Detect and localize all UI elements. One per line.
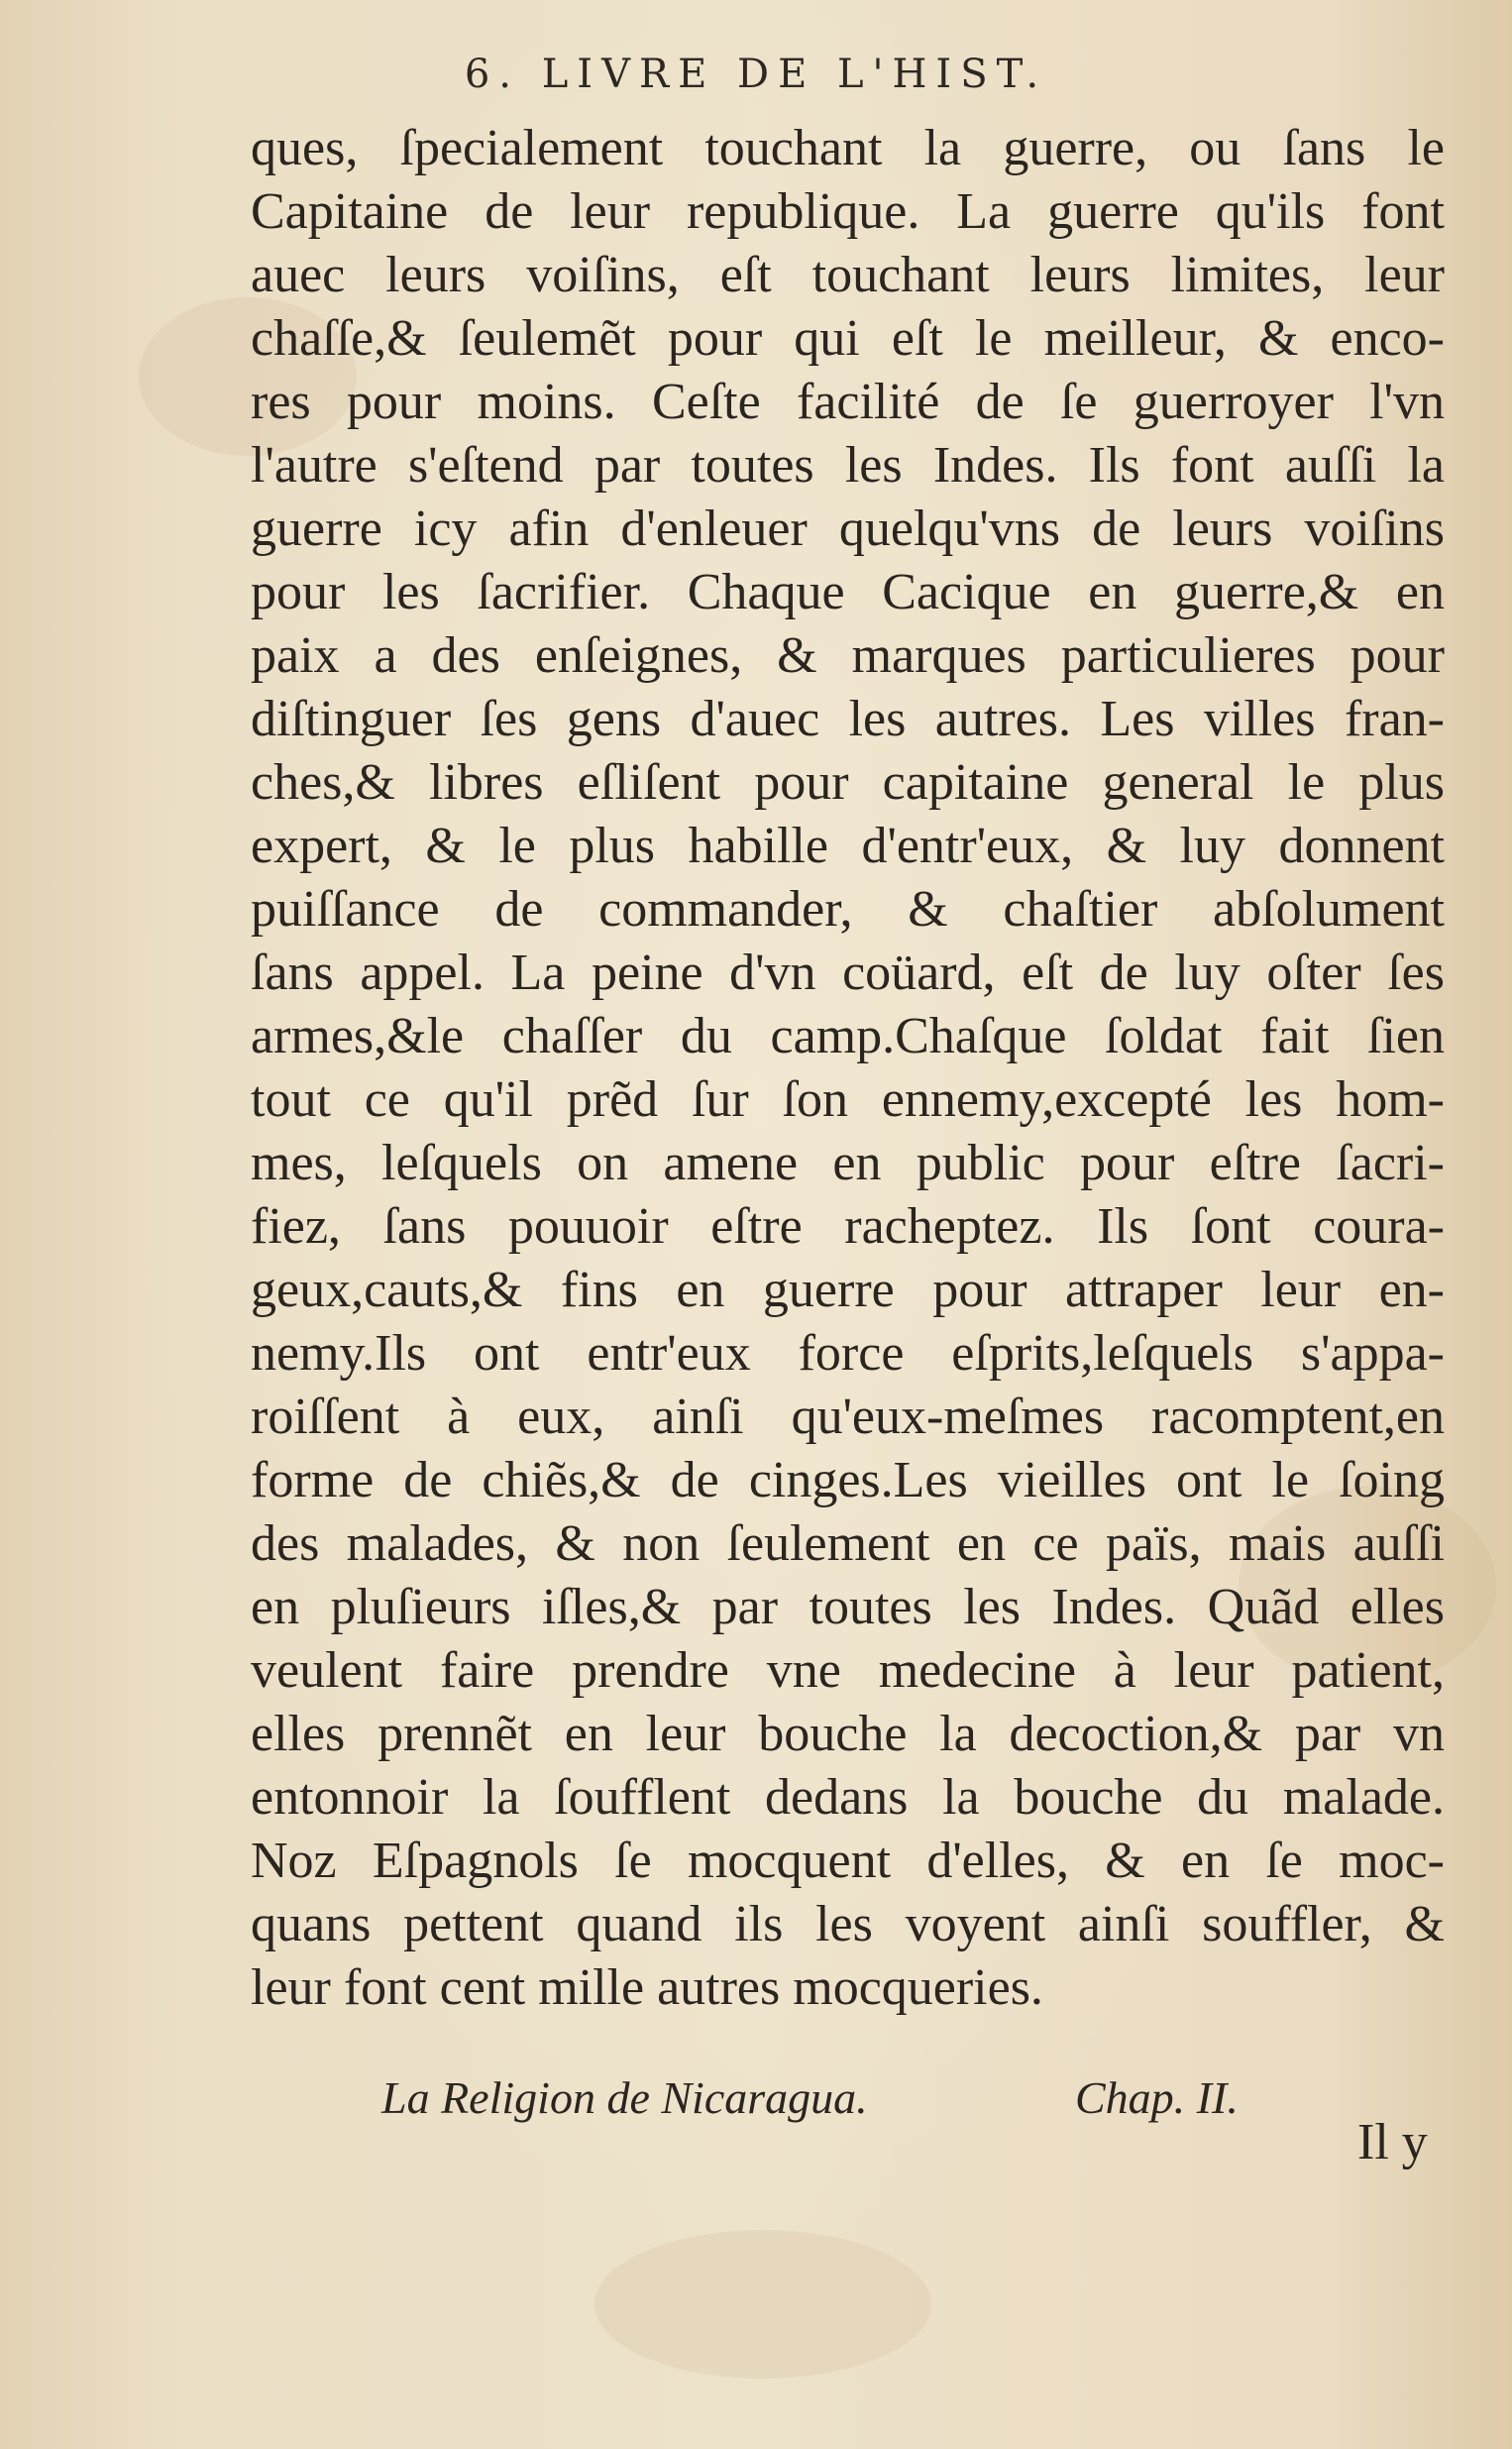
text-line: puiſſance de commander, & chaſtier abſolument <box>251 881 1445 938</box>
text-line: guerre icy afin d'enleuer quelqu'vns de leurs voiſins <box>251 501 1445 557</box>
paper-stain <box>594 2230 931 2379</box>
text-line: diſtinguer ſes gens d'auec les autres. Les villes fran- <box>251 691 1445 747</box>
text-line: elles prennẽt en leur bouche la decoction,& par vn <box>251 1706 1445 1762</box>
text-line: quans pettent quand ils les voyent ainſi souffler, & <box>251 1896 1445 1952</box>
text-line: armes,&le chaſſer du camp.Chaſque ſoldat fait ſien <box>251 1008 1445 1064</box>
text-line: pour les ſacrifier. Chaque Cacique en guerre,& en <box>251 564 1445 620</box>
catchword: Il y <box>1357 2114 1428 2171</box>
text-line: l'autre s'eſtend par toutes les Indes. Ils font auſſi la <box>251 437 1445 494</box>
text-line: nemy.Ils ont entr'eux force eſprits,leſquels s'appa- <box>251 1325 1445 1382</box>
chapter-title: La Religion de Nicaragua. <box>381 2072 868 2123</box>
text-line: Noz Eſpagnols ſe mocquent d'elles, & en ſe moc- <box>251 1833 1445 1889</box>
text-line: Capitaine de leur republique. La guerre qu'ils font <box>251 183 1445 240</box>
body-text <box>251 117 1445 2020</box>
running-head: 6. LIVRE DE L'HIST. <box>464 52 1048 97</box>
text-line: entonnoir la ſoufflent dedans la bouche du malade. <box>251 1769 1445 1826</box>
text-line: tout ce qu'il prẽd ſur ſon ennemy,excepté les hom- <box>251 1071 1445 1128</box>
text-line: leur font cent mille autres mocqueries. <box>251 1959 1043 2016</box>
text-line: paix a des enſeignes, & marques particulieres pour <box>251 627 1445 684</box>
text-line: chaſſe,& ſeulemẽt pour qui eſt le meilleur, & enco- <box>251 310 1445 367</box>
text-line: expert, & le plus habille d'entr'eux, & luy donnent <box>251 818 1445 874</box>
text-line: roiſſent à eux, ainſi qu'eux-meſmes racomptent,en <box>251 1389 1445 1445</box>
text-line: veulent faire prendre vne medecine à leur patient, <box>251 1642 1445 1699</box>
text-line: forme de chiẽs,& de cinges.Les vieilles ont le ſoing <box>251 1452 1445 1508</box>
text-line: ques, ſpecialement touchant la guerre, ou ſans le <box>251 120 1445 176</box>
text-line: mes, leſquels on amene en public pour eſtre ſacri- <box>251 1135 1445 1191</box>
text-line: res pour moins. Ceſte facilité de ſe guerroyer l'vn <box>251 374 1445 430</box>
text-line: en pluſieurs iſles,& par toutes les Indes. Quãd elles <box>251 1579 1445 1635</box>
text-line: ches,& libres eſliſent pour capitaine general le plus <box>251 754 1445 811</box>
text-line: des malades, & non ſeulement en ce païs, mais auſſi <box>251 1515 1445 1572</box>
text-line: fiez, ſans pouuoir eſtre racheptez. Ils ſont coura- <box>251 1198 1445 1255</box>
text-line: geux,cauts,& fins en guerre pour attraper leur en- <box>251 1262 1445 1318</box>
text-line: auec leurs voiſins, eſt touchant leurs limites, leur <box>251 247 1445 303</box>
text-line: ſans appel. La peine d'vn coüard, eſt de luy oſter ſes <box>251 945 1445 1001</box>
chapter-number: Chap. II. <box>1075 2072 1239 2123</box>
